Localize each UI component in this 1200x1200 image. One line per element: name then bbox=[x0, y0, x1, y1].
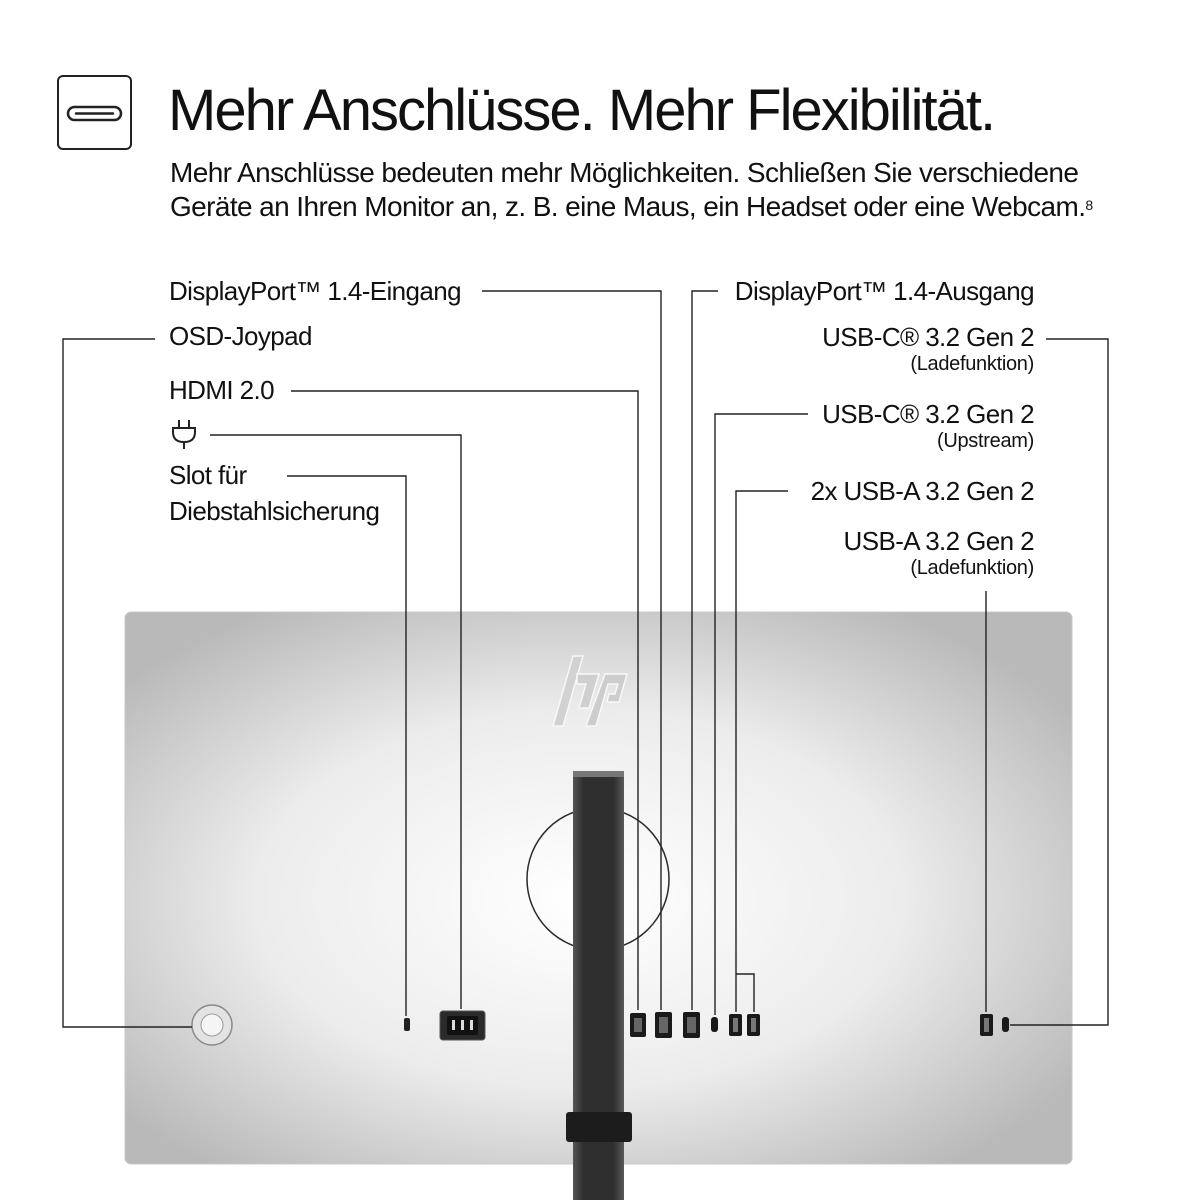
label-usbc-upstream: USB-C® 3.2 Gen 2 bbox=[822, 399, 1034, 429]
note-usbc-charging: (Ladefunktion) bbox=[910, 353, 1034, 375]
label-displayport-out: DisplayPort™ 1.4-Ausgang bbox=[734, 276, 1034, 306]
note-usbc-upstream: (Upstream) bbox=[936, 430, 1034, 452]
label-usbc-charging: USB-C® 3.2 Gen 2 bbox=[822, 322, 1034, 352]
label-hdmi: HDMI 2.0 bbox=[169, 375, 275, 405]
note-usba-charging: (Ladefunktion) bbox=[910, 557, 1034, 579]
label-displayport-in: DisplayPort™ 1.4-Eingang bbox=[169, 276, 461, 306]
label-lock-slot-line2: Diebstahlsicherung bbox=[169, 496, 380, 526]
power-plug-icon bbox=[169, 418, 201, 457]
page-title: Mehr Anschlüsse. Mehr Flexibilität. bbox=[168, 78, 995, 143]
label-usba-double: 2x USB-A 3.2 Gen 2 bbox=[810, 476, 1034, 506]
label-lock-slot-line1: Slot für bbox=[169, 460, 247, 490]
footnote-mark: 8 bbox=[1085, 197, 1093, 213]
label-osd-joypad: OSD-Joypad bbox=[169, 321, 312, 351]
label-usba-charging: USB-A 3.2 Gen 2 bbox=[843, 526, 1034, 556]
description-text: Mehr Anschlüsse bedeuten mehr Möglichkeiten. Schließen Sie verschiedene Geräte an Ihren Monitor an, z. B. eine Maus, ein Headset oder eine Webcam. bbox=[170, 157, 1086, 222]
